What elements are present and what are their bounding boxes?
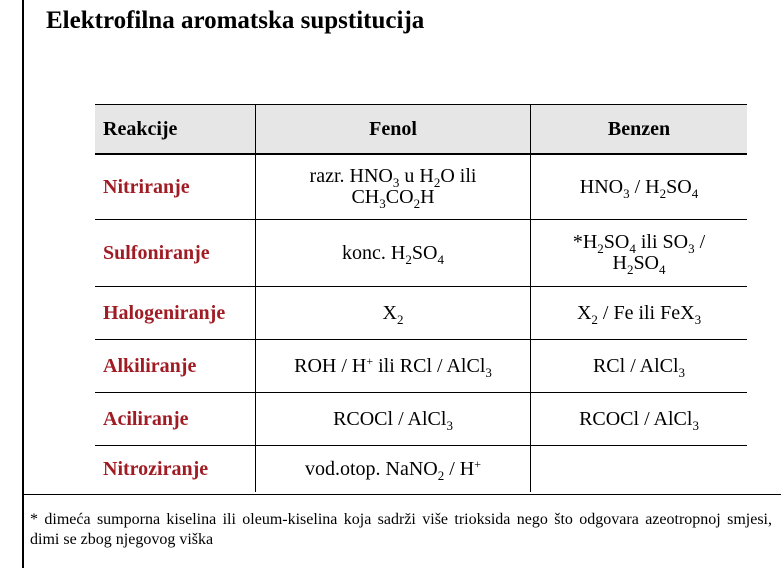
fenol-reagent: ROH / H+ ili RCl / AlCl$_3$ (256, 340, 531, 393)
reaction-name: Nitroziranje (103, 457, 209, 480)
reaction-table (95, 104, 747, 492)
table-header-row (95, 105, 747, 155)
reaction-name: Aciliranje (103, 407, 189, 430)
footnote: * dimeća sumporna kiselina ili oleum-kiselina koja sadrži više trioksida nego što odgovara azeotropnoj smjesi, dimi se zbog njegovog viška (30, 511, 772, 548)
fenol-reagent: vod.otop. NaNO$_2$ / H+ (256, 446, 531, 493)
reaction-name: Sulfoniranje (103, 241, 210, 264)
benzen-reagent: RCl / AlCl$_3$ (531, 340, 748, 393)
table-row (95, 220, 747, 287)
fenol-reagent: razr. $HNO_3$ u $H_2O$ ili $CH_3CO_2H$ (256, 154, 531, 220)
header-reakcije: Reakcije (103, 117, 178, 140)
benzen-reagent: $*H_2SO_4$ ili $SO_3$ / $H_2SO_4$ (531, 220, 748, 287)
header-fenol: Fenol (256, 105, 531, 155)
fenol-reagent: konc. $H_2SO_4$ (256, 220, 531, 287)
page-title: Elektrofilna aromatska supstitucija (46, 7, 425, 34)
fenol-reagent: $X_2$ (256, 287, 531, 340)
fenol-reagent: RCOCl / AlCl$_3$ (256, 393, 531, 446)
benzen-reagent: $X_2$ / Fe ili FeX$_3$ (531, 287, 748, 340)
footnote-divider (22, 494, 781, 495)
benzen-reagent: $HNO_3 / H_2SO_4$ (531, 154, 748, 220)
benzen-reagent: RCOCl / AlCl$_3$ (531, 393, 748, 446)
table-row (95, 393, 747, 446)
header-benzen: Benzen (531, 105, 748, 155)
table-row (95, 154, 747, 220)
benzen-reagent (531, 446, 748, 493)
table-row (95, 287, 747, 340)
table-row (95, 446, 747, 493)
reaction-name: Alkiliranje (103, 354, 197, 377)
reaction-name: Halogeniranje (103, 301, 226, 324)
table-row (95, 340, 747, 393)
reaction-name: Nitriranje (103, 175, 190, 198)
page-frame-left-border (22, 0, 24, 568)
